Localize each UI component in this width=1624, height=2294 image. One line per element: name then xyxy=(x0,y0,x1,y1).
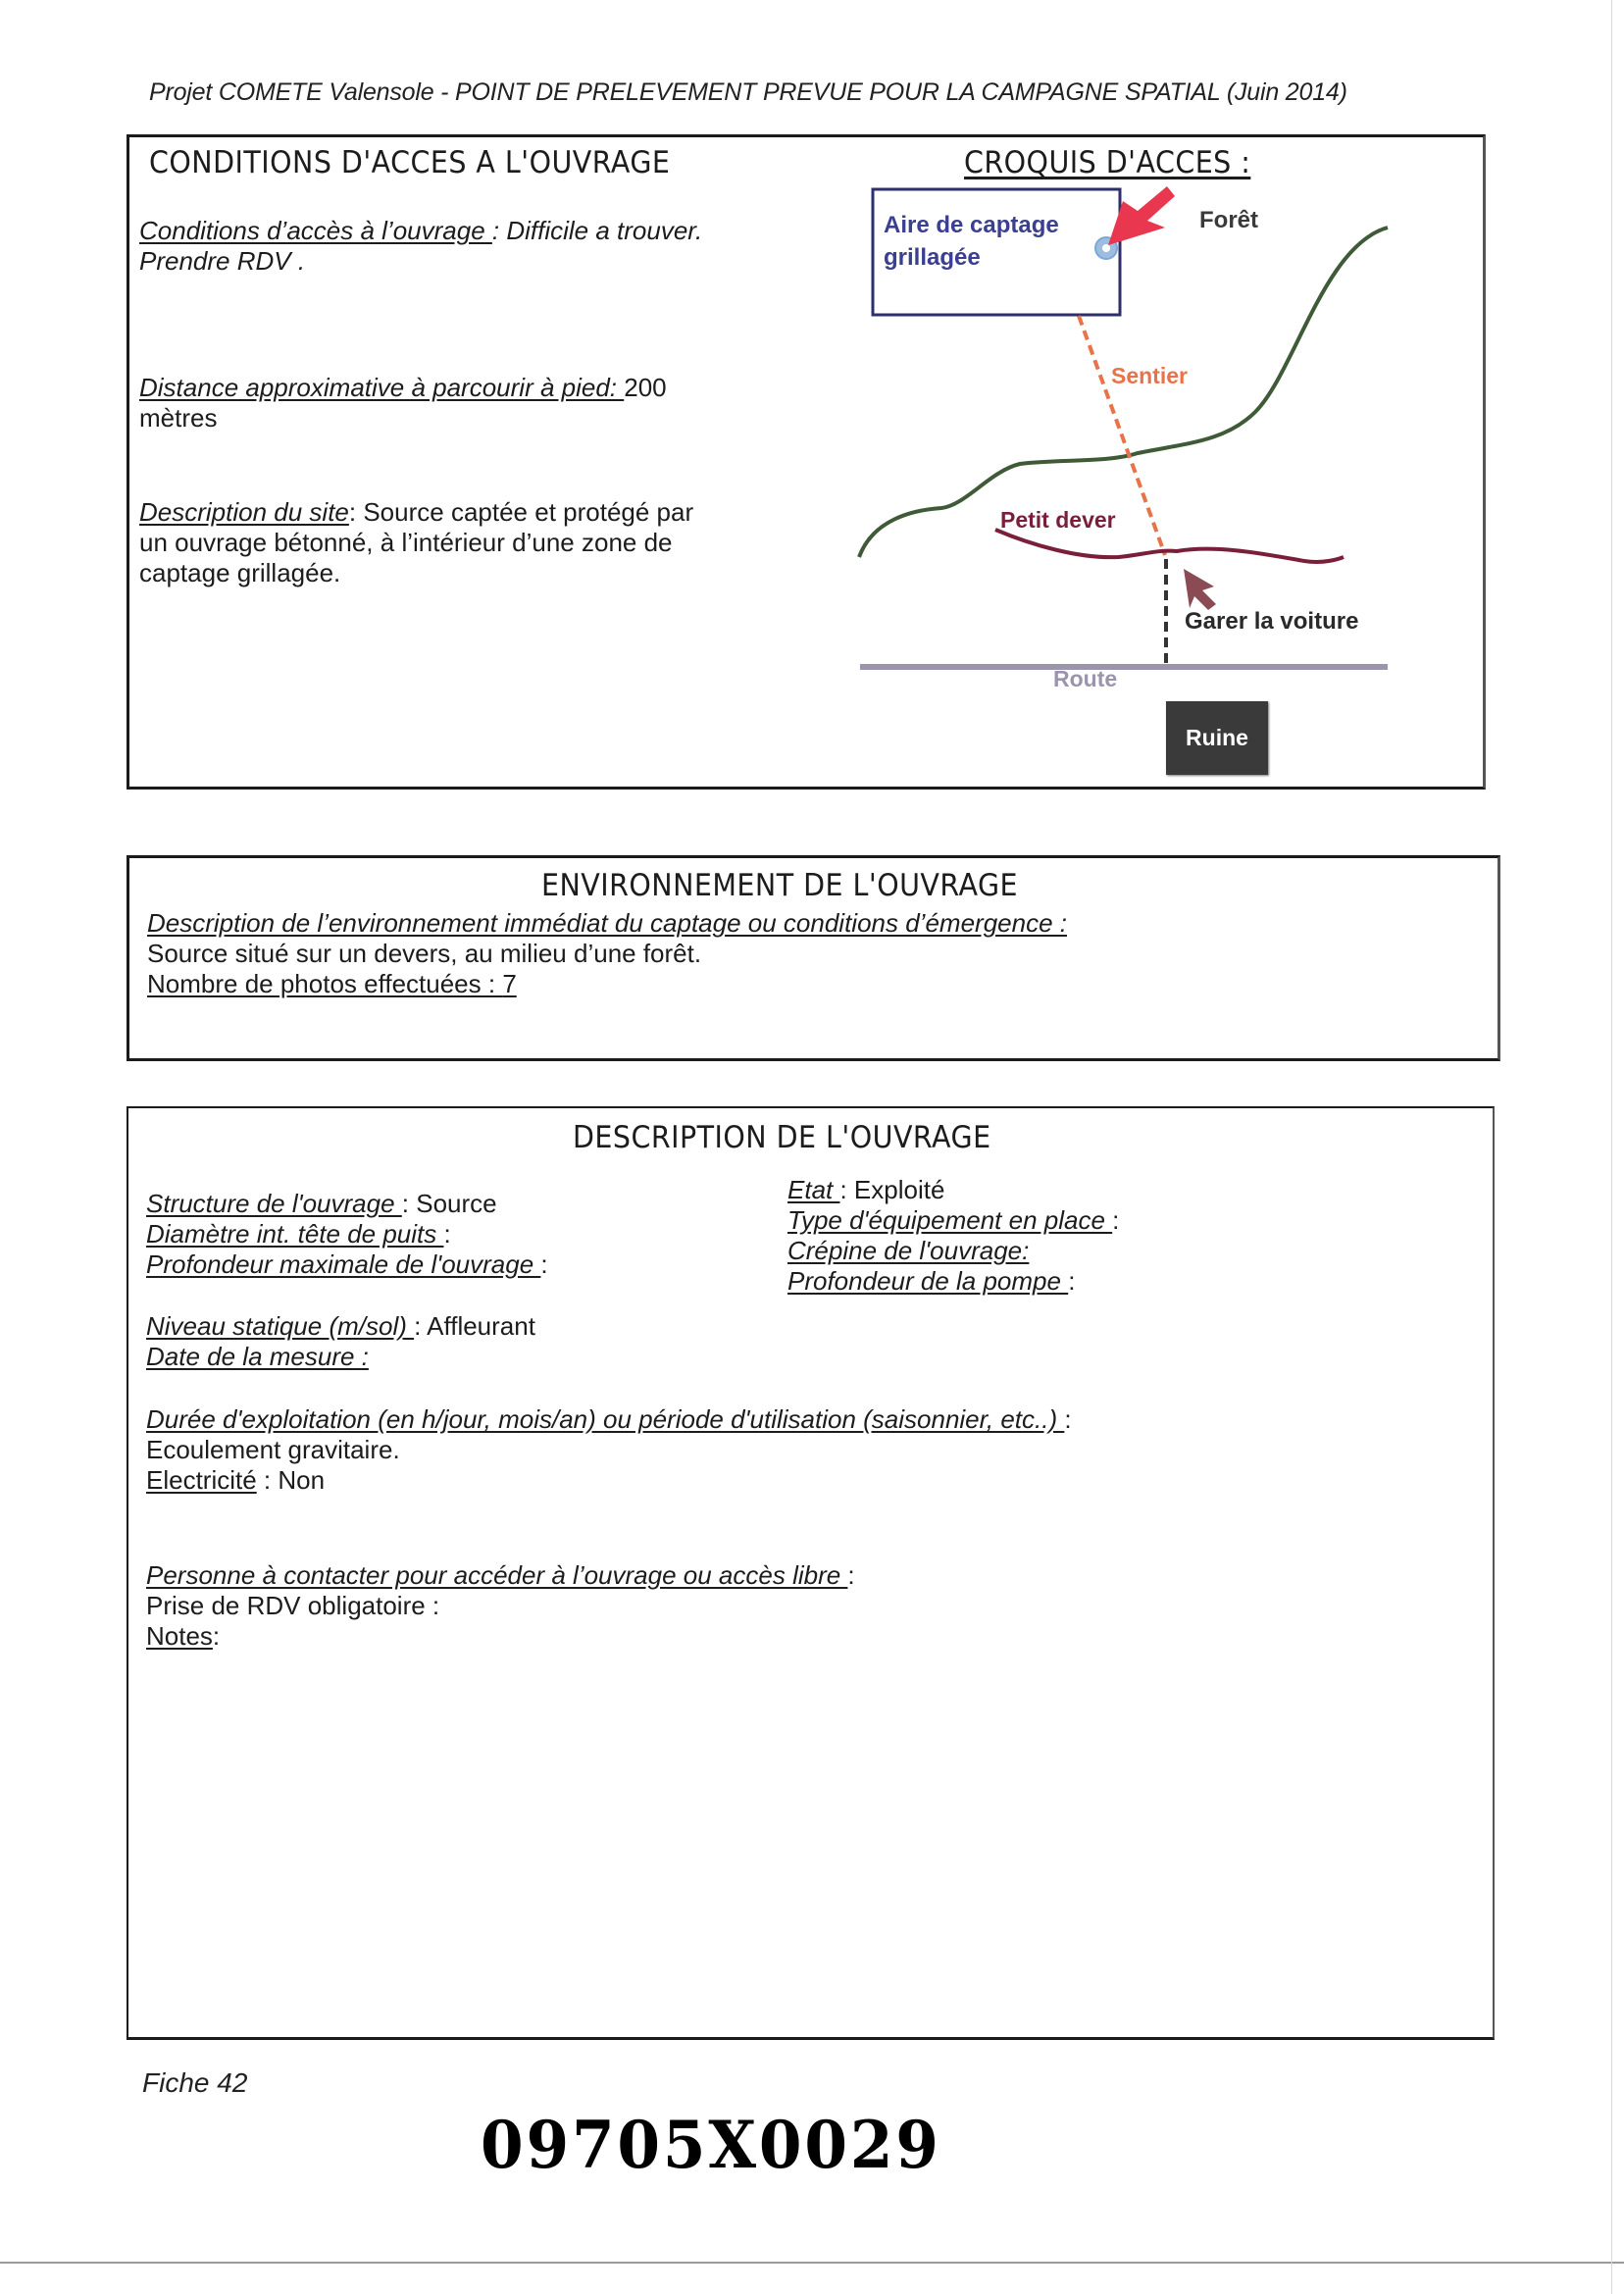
description-box xyxy=(127,1106,1495,2040)
electricity-label: Electricité xyxy=(146,1465,257,1495)
duration-colon: : xyxy=(1064,1404,1072,1434)
distance-value: 200 xyxy=(624,373,667,402)
conditions-value: : Difficile a trouver. xyxy=(491,216,703,245)
duration-label: Durée d'exploitation (en h/jour, mois/an) ou période d'utilisation (saisonnier, etc..) xyxy=(146,1404,1065,1434)
environment-description-value: Source situé sur un devers, au milieu d’une forêt. xyxy=(147,939,702,968)
static-level-line xyxy=(146,1311,535,1342)
contact-line xyxy=(146,1560,855,1591)
distance-label: Distance approximative à parcourir à pied: xyxy=(139,373,625,402)
photos-line xyxy=(147,969,517,999)
environment-description-label xyxy=(147,908,1067,939)
ruin-marker: Ruine xyxy=(1166,701,1268,775)
screen-label: Crépine de l'ouvrage: xyxy=(787,1236,1030,1265)
contact-label: Personne à contacter pour accéder à l’ouvrage ou accès libre xyxy=(146,1560,848,1590)
equipment-value: : xyxy=(1112,1205,1120,1235)
parking-arrow-icon xyxy=(1184,569,1216,610)
access-sketch-title: CROQUIS D'ACCES : xyxy=(964,145,1251,180)
state-value: : Exploité xyxy=(839,1175,945,1204)
pump-depth-label: Profondeur de la pompe xyxy=(787,1266,1069,1296)
equipment-label: Type d'équipement en place xyxy=(787,1205,1113,1235)
access-sketch-drawing xyxy=(0,0,1624,883)
environment-box xyxy=(127,855,1500,1061)
fiche-number: Fiche 42 xyxy=(142,2067,248,2098)
document-header: Projet COMETE Valensole - POINT DE PRELEVEMENT PREVUE POUR LA CAMPAGNE SPATIAL (Juin 2014) xyxy=(149,78,1347,106)
page-right-edge xyxy=(1611,0,1612,2294)
structure-label: Structure de l'ouvrage xyxy=(146,1189,402,1218)
measure-date-line xyxy=(146,1342,369,1372)
state-label: Etat xyxy=(787,1175,840,1204)
contact-colon: : xyxy=(847,1560,855,1590)
road-line xyxy=(860,664,1388,670)
diameter-value: : xyxy=(443,1219,451,1249)
conditions-label: Conditions d’accès à l’ouvrage xyxy=(139,216,492,245)
electricity-line xyxy=(146,1465,325,1496)
static-level-label: Niveau statique (m/sol) xyxy=(146,1311,415,1341)
static-level-value: : Affleurant xyxy=(414,1311,535,1341)
notes-line xyxy=(146,1621,220,1652)
photos-value: 7 xyxy=(502,969,517,998)
notes-label: Notes xyxy=(146,1621,213,1651)
slope-line xyxy=(995,530,1344,562)
site-value: : Source captée et protégé par xyxy=(348,497,694,527)
duration-line xyxy=(146,1404,1072,1435)
equipment-line xyxy=(787,1205,1119,1236)
pump-depth-value: : xyxy=(1068,1266,1076,1296)
distance-unit: mètres xyxy=(139,403,218,433)
diameter-line xyxy=(146,1219,451,1249)
capture-area-label-2: grillagée xyxy=(884,244,981,271)
diameter-label: Diamètre int. tête de puits xyxy=(146,1219,444,1249)
site-value-line2: un ouvrage bétonné, à l’intérieur d’une zone de xyxy=(139,528,673,557)
station-code: 09705X0029 xyxy=(481,2107,941,2183)
parking-label: Garer la voiture xyxy=(1185,608,1359,635)
notes-colon: : xyxy=(212,1621,221,1651)
electricity-value: : Non xyxy=(256,1465,326,1495)
appointment-line: Prise de RDV obligatoire : xyxy=(146,1591,440,1620)
duration-value: Ecoulement gravitaire. xyxy=(146,1435,400,1464)
conditions-value-line2: Prendre RDV . xyxy=(139,246,306,276)
structure-value: : Source xyxy=(401,1189,497,1218)
road-label: Route xyxy=(1053,666,1118,691)
capture-area-label-1: Aire de captage xyxy=(884,212,1059,238)
forest-label: Forêt xyxy=(1199,207,1258,233)
path-label: Sentier xyxy=(1111,363,1188,388)
structure-line xyxy=(146,1189,497,1219)
site-label: Description du site xyxy=(139,497,349,527)
site-value-line3: captage grillagée. xyxy=(139,558,341,587)
photos-label: Nombre de photos effectuées : xyxy=(147,969,503,998)
max-depth-line xyxy=(146,1249,548,1280)
pump-depth-line xyxy=(787,1266,1075,1297)
slope-label: Petit dever xyxy=(1000,507,1116,533)
screen-line xyxy=(787,1236,1029,1266)
access-conditions-title: CONDITIONS D'ACCES A L'OUVRAGE xyxy=(149,145,671,180)
measure-date-label: Date de la mesure : xyxy=(146,1342,369,1371)
page-bottom-edge xyxy=(0,2262,1624,2264)
environment-label-text: Description de l’environnement immédiat du captage ou conditions d’émergence : xyxy=(147,908,1067,938)
environment-title: ENVIRONNEMENT DE L'OUVRAGE xyxy=(541,868,1019,903)
max-depth-value: : xyxy=(540,1249,548,1279)
state-line xyxy=(787,1175,944,1205)
description-title: DESCRIPTION DE L'OUVRAGE xyxy=(573,1120,991,1155)
max-depth-label: Profondeur maximale de l'ouvrage xyxy=(146,1249,541,1279)
